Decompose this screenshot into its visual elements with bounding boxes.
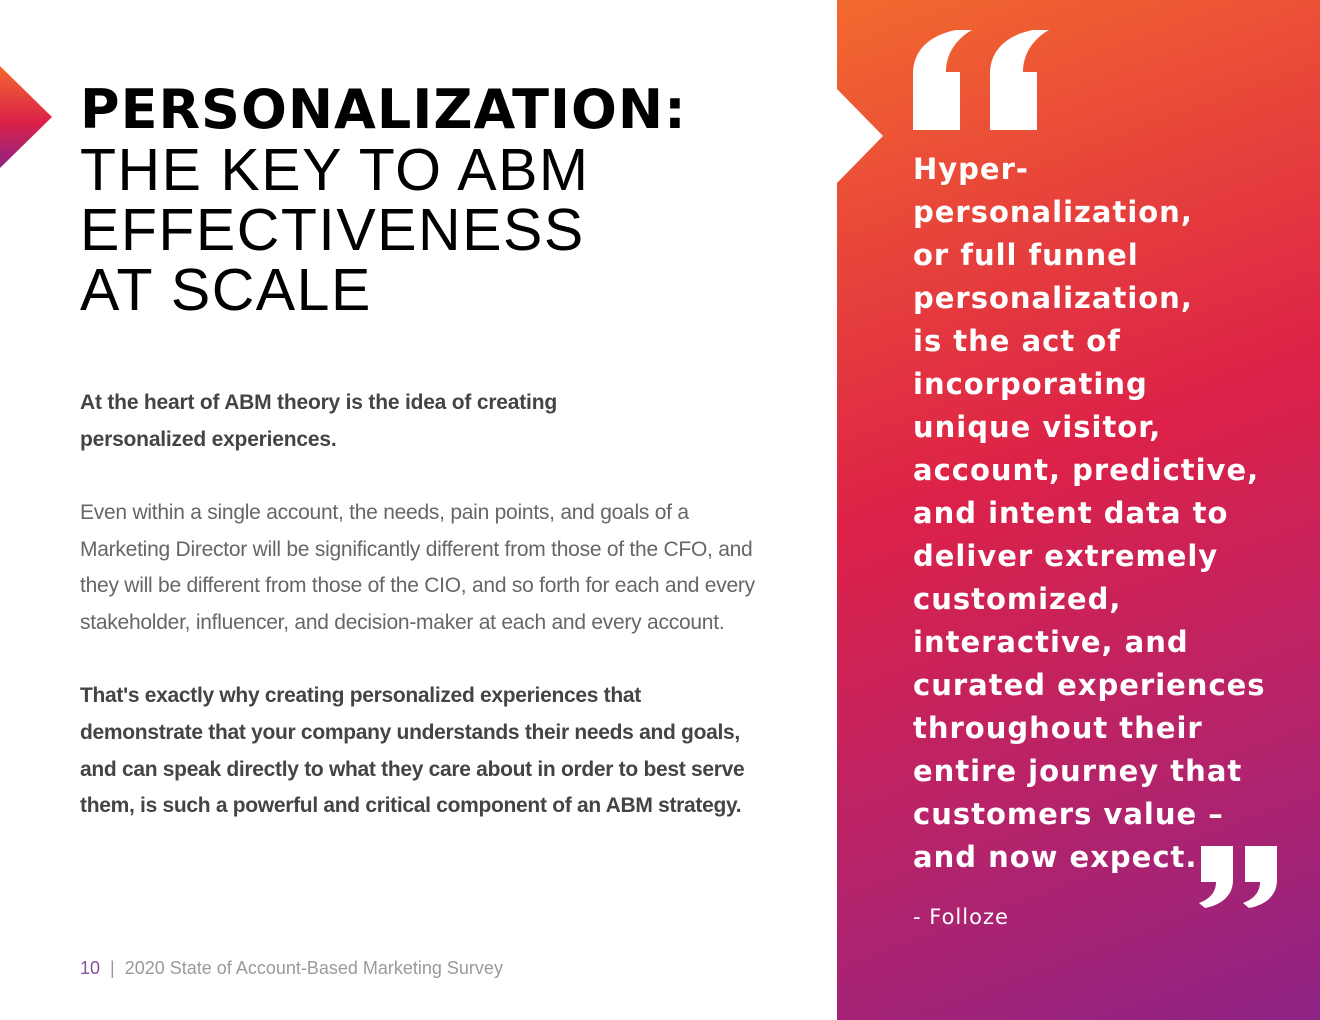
quote-line: customers value – — [913, 797, 1224, 831]
quote-line: or full funnel — [913, 238, 1139, 272]
title-line-4: AT SCALE — [80, 257, 372, 323]
section-arrow-marker — [0, 66, 52, 168]
quote-line: and intent data to — [913, 496, 1229, 530]
pull-quote — [913, 148, 1303, 879]
page-number: 10 — [80, 958, 101, 978]
title-line-bold: PERSONALIZATION: — [80, 78, 687, 141]
quote-line: is the act of — [913, 324, 1121, 358]
quote-line: customized, — [913, 582, 1122, 616]
open-quote-icon — [910, 30, 1052, 132]
page-footer — [80, 958, 503, 979]
quote-line: personalization, — [913, 195, 1193, 229]
main-paragraph: Even within a single account, the needs, pain points, and goals of a Marketing Director will be significantly different from those of the CFO, and they will be different from those of the CIO, and so forth for each and every stakeholder, influencer, and decision-maker at each and every account. — [80, 501, 755, 634]
quote-line: unique visitor, — [913, 410, 1162, 444]
body-text — [80, 385, 780, 825]
quote-line: account, predictive, — [913, 453, 1260, 487]
intro-paragraph: At the heart of ABM theory is the idea of creating personalized experiences. — [80, 391, 557, 451]
publication-title: 2020 State of Account-Based Marketing Survey — [124, 958, 503, 978]
title-line-2: THE KEY TO ABM — [80, 137, 590, 203]
page-title — [80, 78, 800, 323]
footer-separator: | — [110, 958, 115, 978]
quote-line: interactive, and — [913, 625, 1189, 659]
close-quote-icon — [1197, 846, 1281, 908]
quote-line: incorporating — [913, 367, 1148, 401]
quote-line: personalization, — [913, 281, 1193, 315]
quote-line: Hyper- — [913, 152, 1029, 186]
quote-line: throughout their — [913, 711, 1203, 745]
quote-line: curated experiences — [913, 668, 1266, 702]
quote-line: and now expect. — [913, 840, 1198, 874]
quote-line: deliver extremely — [913, 539, 1219, 573]
panel-notch-arrow — [837, 89, 883, 183]
closing-paragraph: That's exactly why creating personalized experiences that demonstrate that your company understands their needs and goals, and can speak directly to what they care about in order to best serve them, is such a powerful and critical component of an ABM strategy. — [80, 684, 745, 818]
quote-line: entire journey that — [913, 754, 1243, 788]
title-line-3: EFFECTIVENESS — [80, 197, 585, 263]
quote-attribution: - Folloze — [913, 905, 1009, 929]
